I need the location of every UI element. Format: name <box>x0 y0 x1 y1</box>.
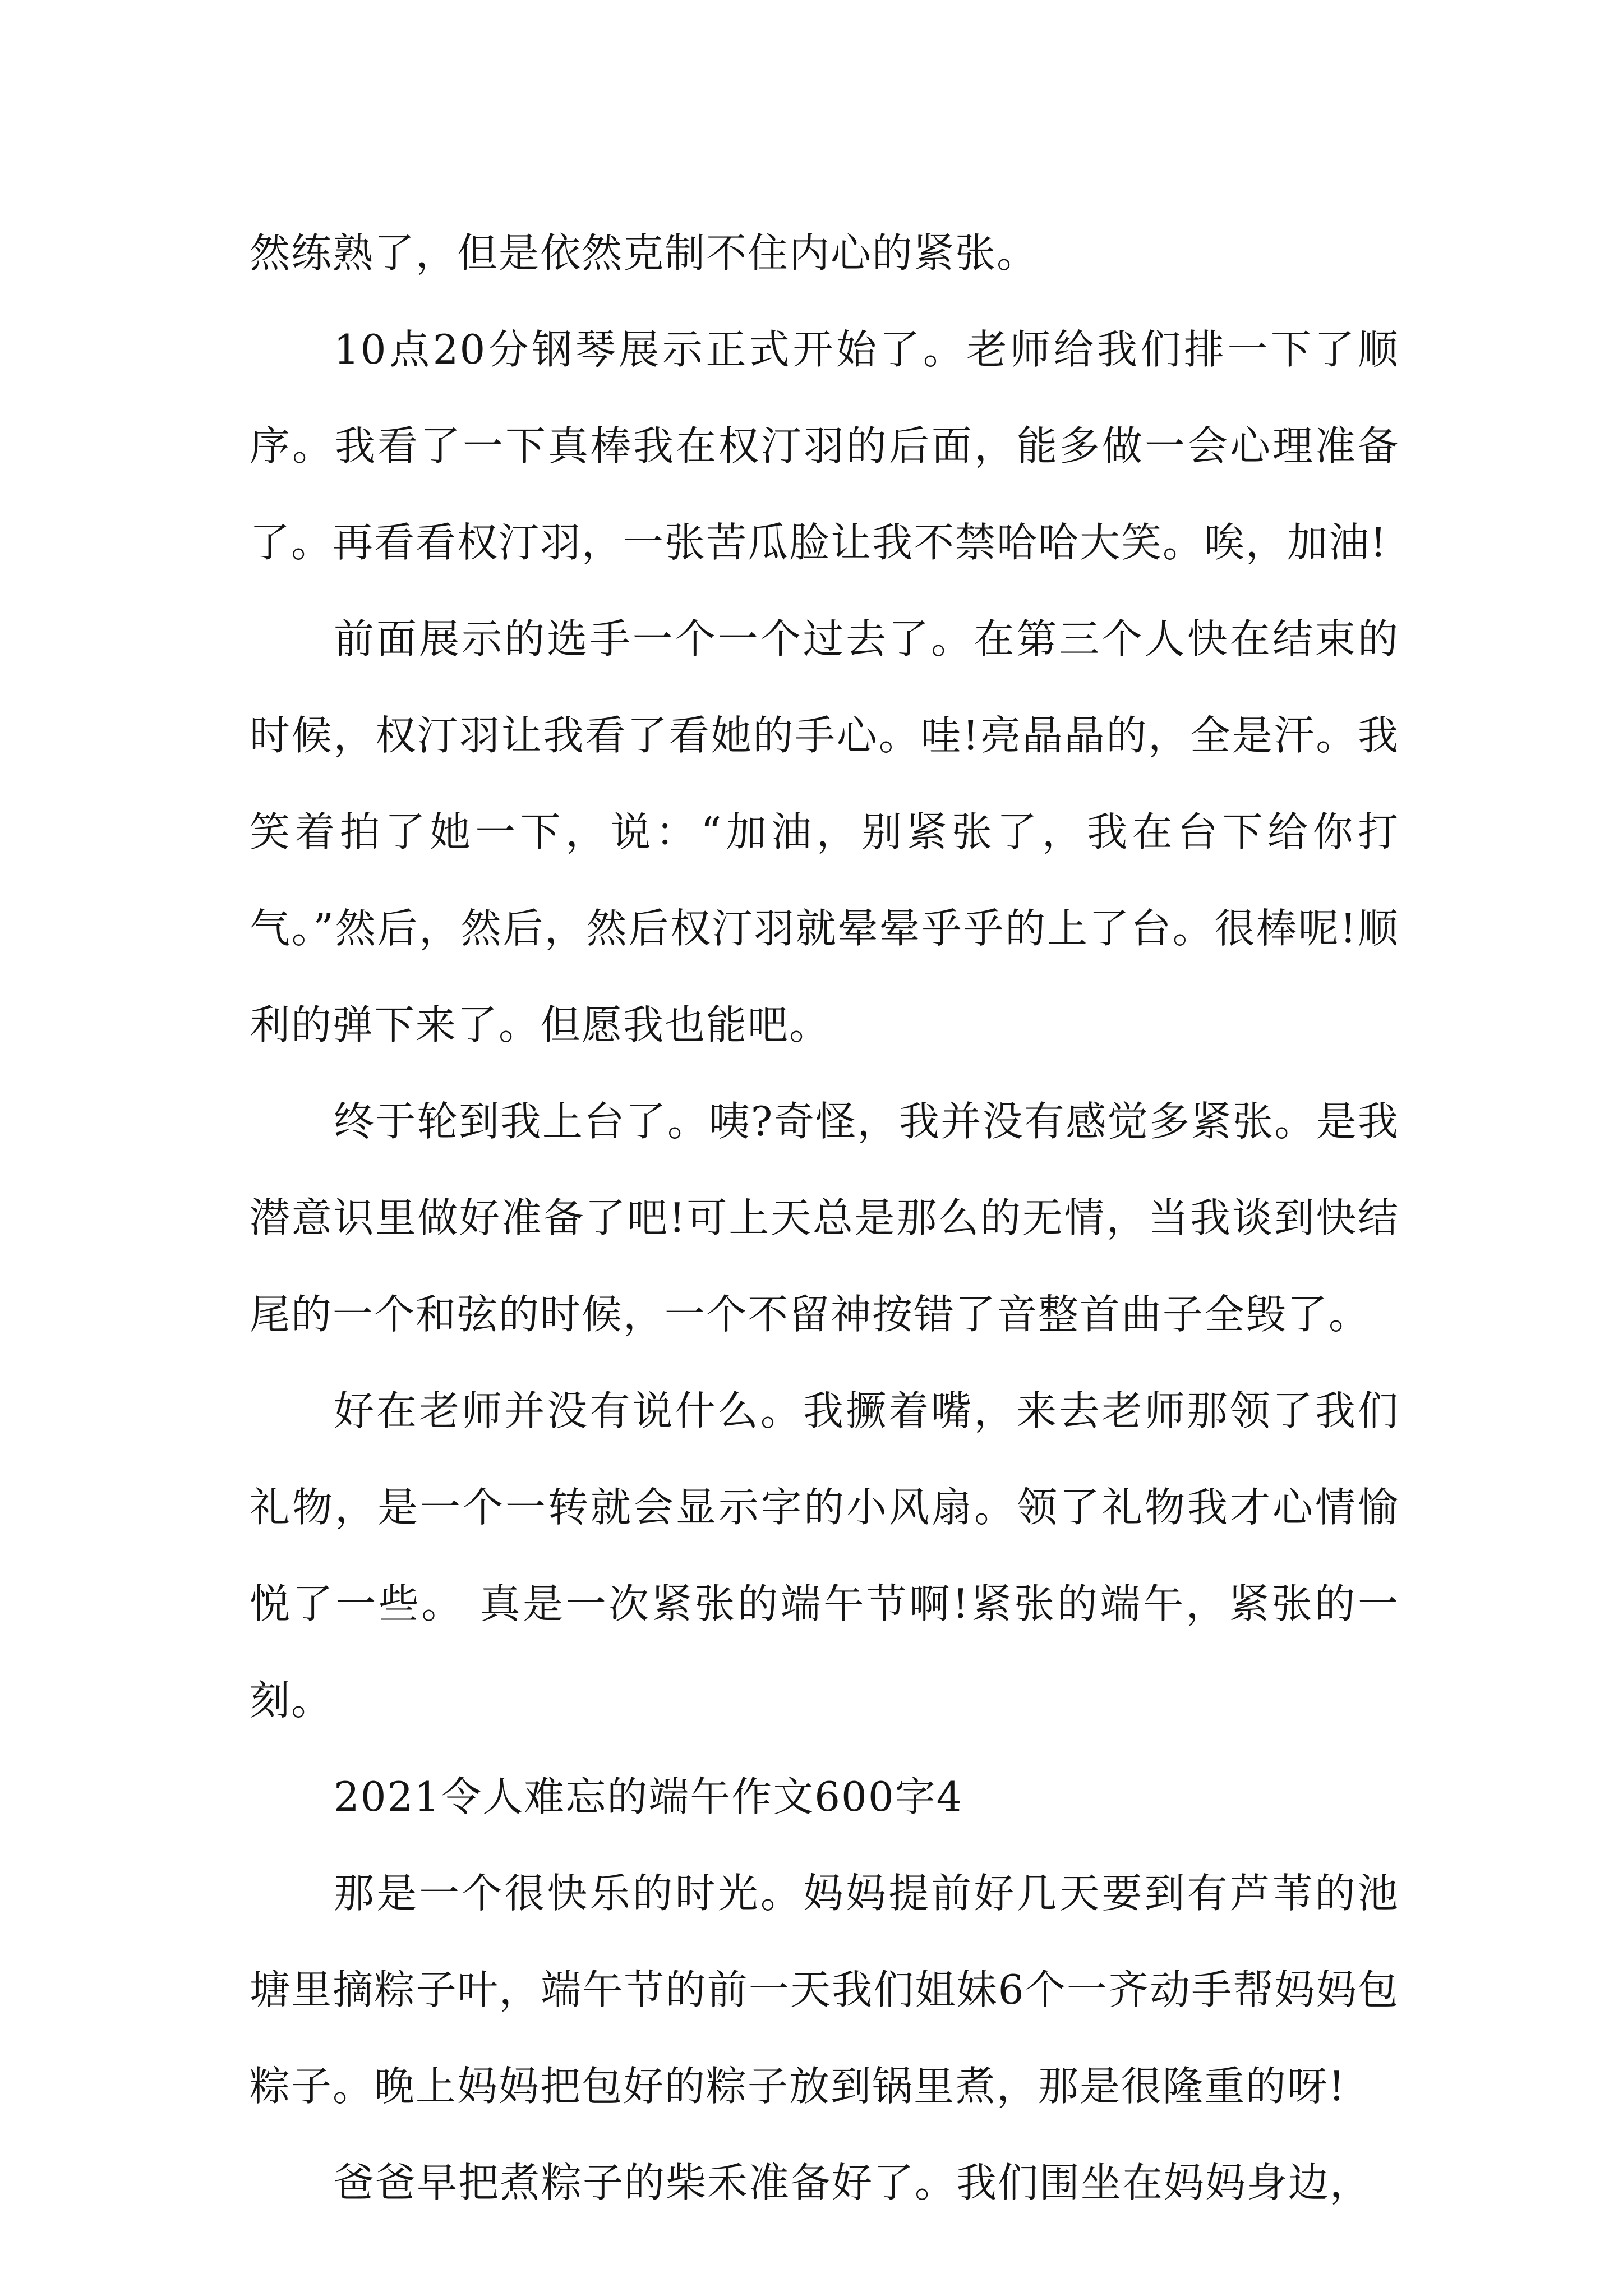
paragraph-firewood: 爸爸早把煮粽子的柴禾准备好了。我们围坐在妈妈身边， <box>334 2159 1372 2206</box>
essay-heading: 2021令人难忘的端午作文600字4 <box>334 1773 963 1820</box>
paragraph-performers: 前面展示的选手一个一个过去了。在第三个人快在结束的时候，权汀羽让我看了看她的手心。哇!亮晶晶的，全是汗。我笑着拍了她一下，说：“加油，别紧张了，我在台下给你打气。”然后，然后，然后权汀羽就晕晕乎乎的上了台。很棒呢!顺利的弹下来了。但愿我也能吧。 <box>250 615 1399 1048</box>
document-body <box>250 205 1399 2231</box>
paragraph-my-turn: 终于轮到我上台了。咦?奇怪，我并没有感觉多紧张。是我潜意识里做好准备了吧!可上天总是那么的无情，当我谈到快结尾的一个和弦的时候，一个不留神按错了音整首曲子全毁了。 <box>250 1098 1399 1338</box>
paragraph-gift: 好在老师并没有说什么。我撅着嘴，来去老师那领了我们礼物，是一个一转就会显示字的小风扇。领了礼物我才心情愉悦了一些。 真是一次紧张的端午节啊!紧张的端午，紧张的一刻。 <box>250 1387 1399 1724</box>
paragraph-continuation: 然练熟了，但是依然克制不住内心的紧张。 <box>250 229 1039 277</box>
paragraph-piano-start: 10点20分钢琴展示正式开始了。老师给我们排一下了顺序。我看了一下真棒我在权汀羽的后面，能多做一会心理准备了。再看看权汀羽，一张苦瓜脸让我不禁哈哈大笑。唉，加油! <box>250 326 1399 566</box>
paragraph-zongzi-leaves: 那是一个很快乐的时光。妈妈提前好几天要到有芦苇的池塘里摘粽子叶，端午节的前一天我们姐妹6个一齐动手帮妈妈包粽子。晚上妈妈把包好的粽子放到锅里煮，那是很隆重的呀! <box>250 1870 1399 2110</box>
